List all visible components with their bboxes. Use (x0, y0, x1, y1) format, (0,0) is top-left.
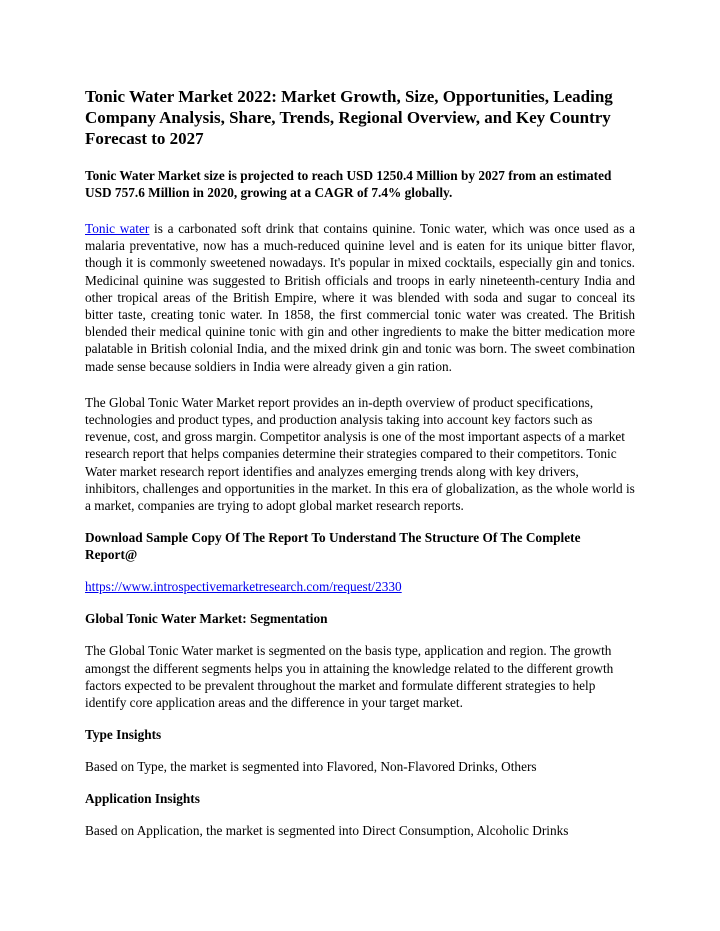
application-insights-paragraph: Based on Application, the market is segmented into Direct Consumption, Alcoholic Drinks (85, 823, 569, 839)
intro-text: is a carbonated soft drink that contains quinine. Tonic water, which was once used as a malaria preventative, now has a much-reduced quinine level and is eaten for its unique bitter flavor, though it is commonly sweetened nowadays. It's popular in mixed cocktails, especially gin and tonics. Medicinal quinine was suggested to British officials and troops in early nineteenth-century India and other tropical areas of the British Empire, where it was blended with soda and sugar to conceal its bitter taste, creating tonic water. In 1858, the first commercial tonic water was created. The British blended their medical quinine tonic with gin and other ingredients to make the bitter medication more palatable in British colonial India, and the mixed drink gin and tonic was born. The sweet combination made sense because soldiers in India were already given a gin ration. (85, 221, 635, 374)
report-overview-paragraph: The Global Tonic Water Market report provides an in-depth overview of product specifications, technologies and product types, and production analysis taking into account key factors such as revenue, cost, and gross margin. Competitor analysis is one of the most important aspects of a market research report that helps companies determine their strategies compared to their competitors. Tonic Water market research report identifies and analyzes emerging trends along with key drivers, inhibitors, challenges and opportunities in the market. In this era of globalization, as the whole world is a market, companies are trying to adopt global market research reports. (85, 394, 635, 514)
segmentation-heading: Global Tonic Water Market: Segmentation (85, 611, 328, 627)
download-sample-link[interactable]: https://www.introspectivemarketresearch.com/request/2330 (85, 579, 402, 595)
type-insights-heading: Type Insights (85, 727, 162, 743)
type-insights-paragraph: Based on Type, the market is segmented into Flavored, Non-Flavored Drinks, Others (85, 759, 537, 775)
document-page (85, 86, 635, 855)
application-insights-heading: Application Insights (85, 791, 200, 807)
segmentation-paragraph: The Global Tonic Water market is segmented on the basis type, application and region. The growth amongst the different segments helps you in attaining the knowledge related to the different growth factors expected to be prevalent throughout the market and formulate different strategies to help identify core application areas and the difference in your target market. (85, 643, 614, 711)
tonic-water-link[interactable]: Tonic water (85, 221, 150, 236)
download-sample-heading: Download Sample Copy Of The Report To Understand The Structure Of The Complete Report@ (85, 530, 581, 563)
download-url-line (85, 578, 635, 595)
document-title: Tonic Water Market 2022: Market Growth, Size, Opportunities, Leading Company Analysis, Share, Trends, Regional Overview, and Key Country Forecast to 2027 (85, 87, 613, 148)
market-size-summary: Tonic Water Market size is projected to reach USD 1250.4 Million by 2027 from an estimated USD 757.6 Million in 2020, growing at a CAGR of 7.4% globally. (85, 168, 612, 200)
intro-paragraph (85, 220, 635, 375)
